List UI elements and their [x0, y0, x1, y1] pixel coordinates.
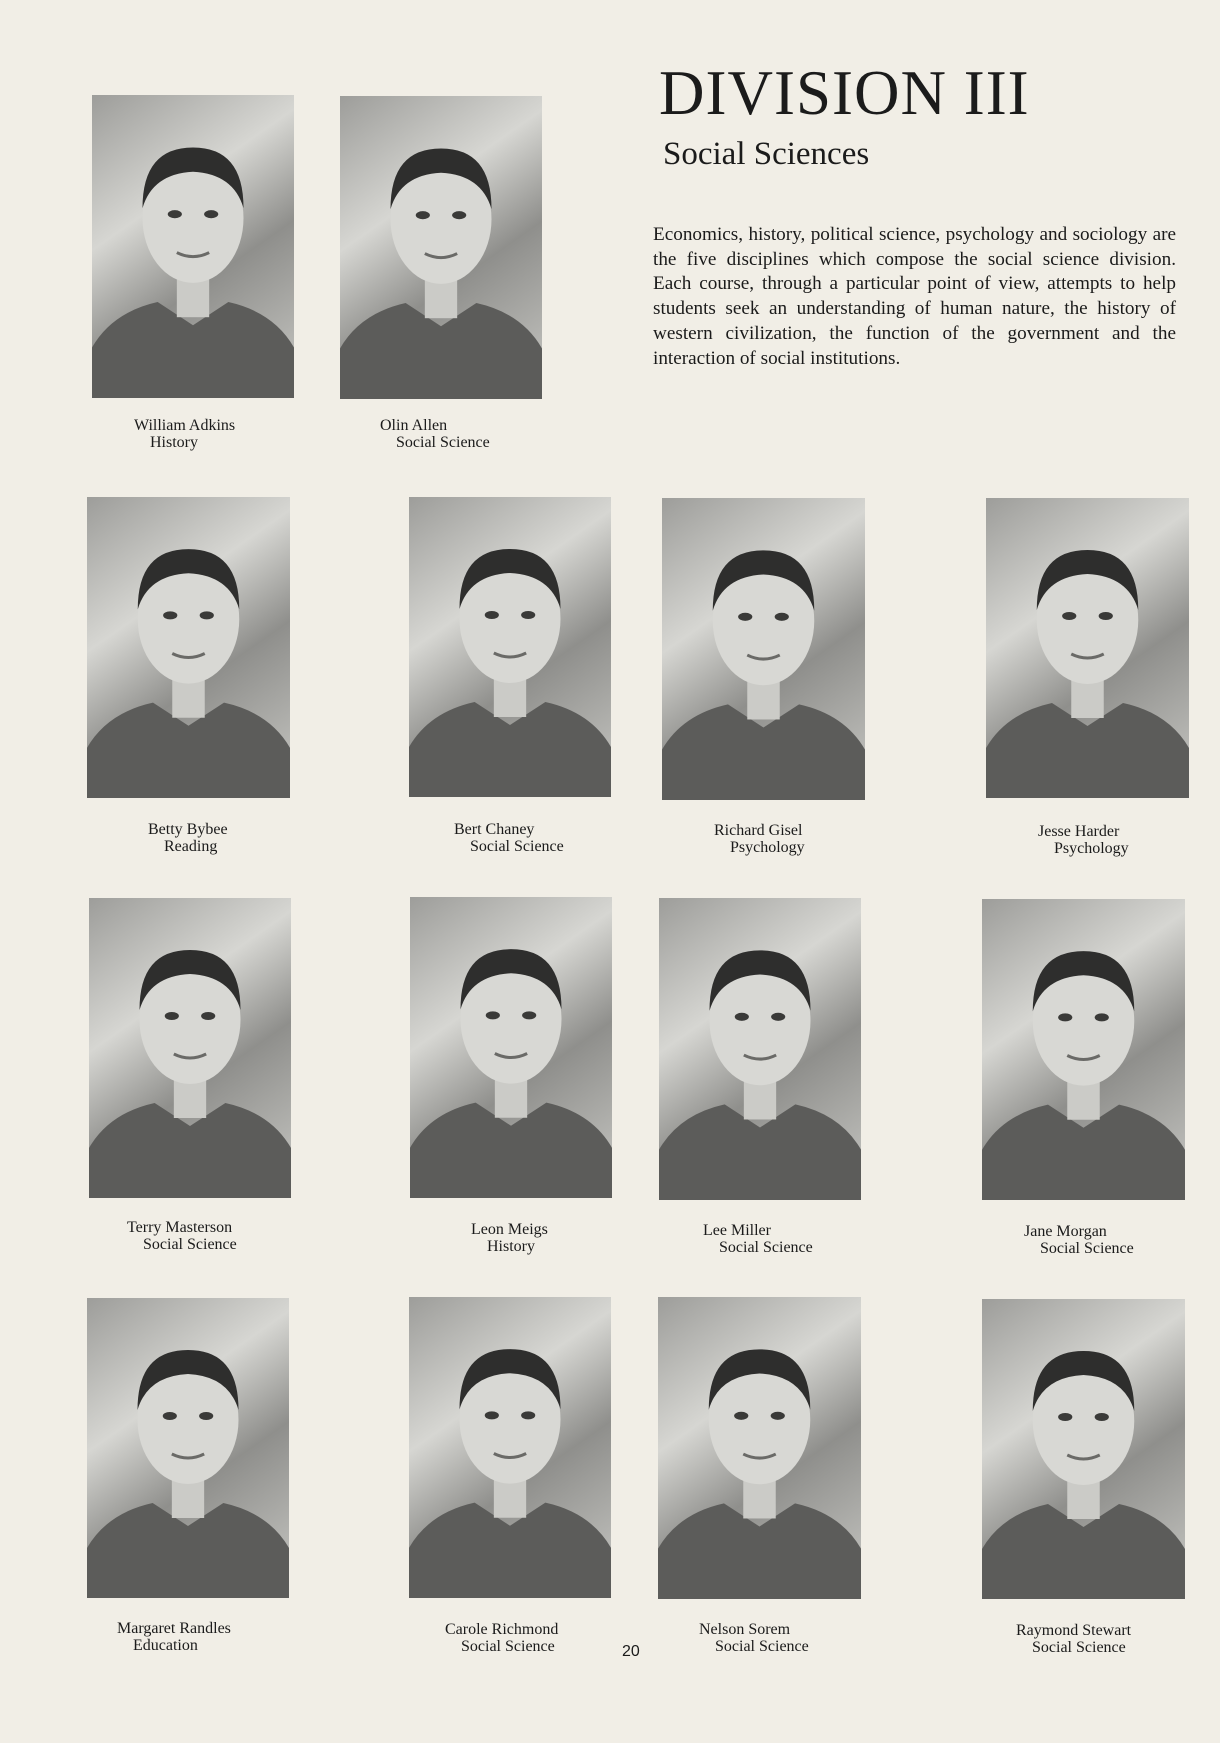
portrait-silhouette	[87, 497, 290, 798]
faculty-caption	[127, 1220, 237, 1253]
portrait-photo	[986, 498, 1189, 798]
faculty-caption	[445, 1622, 558, 1655]
portrait-silhouette	[409, 497, 611, 797]
portrait-photo	[87, 497, 290, 798]
portrait-photo	[982, 899, 1185, 1200]
portrait-photo	[87, 1298, 289, 1598]
portrait-silhouette	[87, 1298, 289, 1598]
portrait-photo	[659, 898, 861, 1200]
faculty-name: Jane Morgan	[1024, 1223, 1107, 1240]
portrait-silhouette	[982, 899, 1185, 1200]
faculty-caption	[1024, 1224, 1134, 1257]
faculty-name: William Adkins	[134, 417, 236, 434]
portrait-photo	[92, 95, 294, 398]
portrait-silhouette	[89, 898, 291, 1198]
portrait-silhouette	[662, 498, 865, 800]
faculty-name: Jesse Harder	[1038, 823, 1120, 840]
faculty-caption	[714, 823, 805, 856]
faculty-name: Margaret Randles	[117, 1620, 231, 1637]
faculty-caption	[471, 1222, 548, 1255]
portrait-silhouette	[92, 95, 294, 398]
faculty-department: Social Science	[396, 433, 490, 451]
portrait-photo	[662, 498, 865, 800]
division-subtitle: Social Sciences	[663, 136, 870, 172]
faculty-caption	[148, 822, 228, 855]
faculty-department: Psychology	[1054, 839, 1129, 857]
faculty-caption	[380, 418, 490, 451]
faculty-department: History	[150, 433, 198, 451]
division-description: Economics, history, political science, psychology and sociology are the five disciplines which compose the social science division. Each course, through a particular point of view, attempts to help students seek an understanding of human nature, the history of western civilization, the function of the government and the interaction of social institutions.	[653, 224, 1176, 369]
faculty-name: Richard Gisel	[714, 822, 803, 839]
faculty-department: Reading	[164, 837, 218, 855]
portrait-photo	[658, 1297, 861, 1599]
division-title: DIVISION III	[659, 58, 1030, 128]
faculty-name: Bert Chaney	[454, 821, 535, 838]
page-number: 20	[622, 1643, 640, 1660]
faculty-name: Lee Miller	[703, 1222, 771, 1239]
faculty-name: Raymond Stewart	[1016, 1622, 1132, 1639]
faculty-name: Nelson Sorem	[699, 1621, 791, 1638]
portrait-silhouette	[410, 897, 612, 1198]
faculty-department: Education	[133, 1636, 198, 1654]
portrait-photo	[409, 497, 611, 797]
portrait-photo	[340, 96, 542, 399]
faculty-caption	[699, 1622, 809, 1655]
faculty-caption	[703, 1223, 813, 1256]
faculty-department: Psychology	[730, 838, 805, 856]
portrait-silhouette	[659, 898, 861, 1200]
faculty-department: History	[487, 1237, 535, 1255]
faculty-caption	[134, 418, 235, 451]
portrait-photo	[409, 1297, 611, 1598]
portrait-silhouette	[409, 1297, 611, 1598]
faculty-caption	[454, 822, 564, 855]
faculty-name: Leon Meigs	[471, 1221, 548, 1238]
portrait-photo	[982, 1299, 1185, 1599]
faculty-name: Terry Masterson	[127, 1219, 233, 1236]
faculty-department: Social Science	[719, 1238, 813, 1256]
faculty-name: Betty Bybee	[148, 821, 228, 838]
faculty-department: Social Science	[1032, 1638, 1126, 1656]
portrait-photo	[410, 897, 612, 1198]
faculty-department: Social Science	[461, 1637, 555, 1655]
portrait-photo	[89, 898, 291, 1198]
portrait-silhouette	[658, 1297, 861, 1599]
faculty-caption	[117, 1621, 231, 1654]
portrait-silhouette	[982, 1299, 1185, 1599]
portrait-silhouette	[340, 96, 542, 399]
faculty-department: Social Science	[143, 1235, 237, 1253]
faculty-department: Social Science	[1040, 1239, 1134, 1257]
faculty-name: Olin Allen	[380, 417, 448, 434]
portrait-silhouette	[986, 498, 1189, 798]
faculty-name: Carole Richmond	[445, 1621, 559, 1638]
faculty-department: Social Science	[470, 837, 564, 855]
faculty-caption	[1016, 1623, 1131, 1656]
faculty-department: Social Science	[715, 1637, 809, 1655]
faculty-caption	[1038, 824, 1129, 857]
